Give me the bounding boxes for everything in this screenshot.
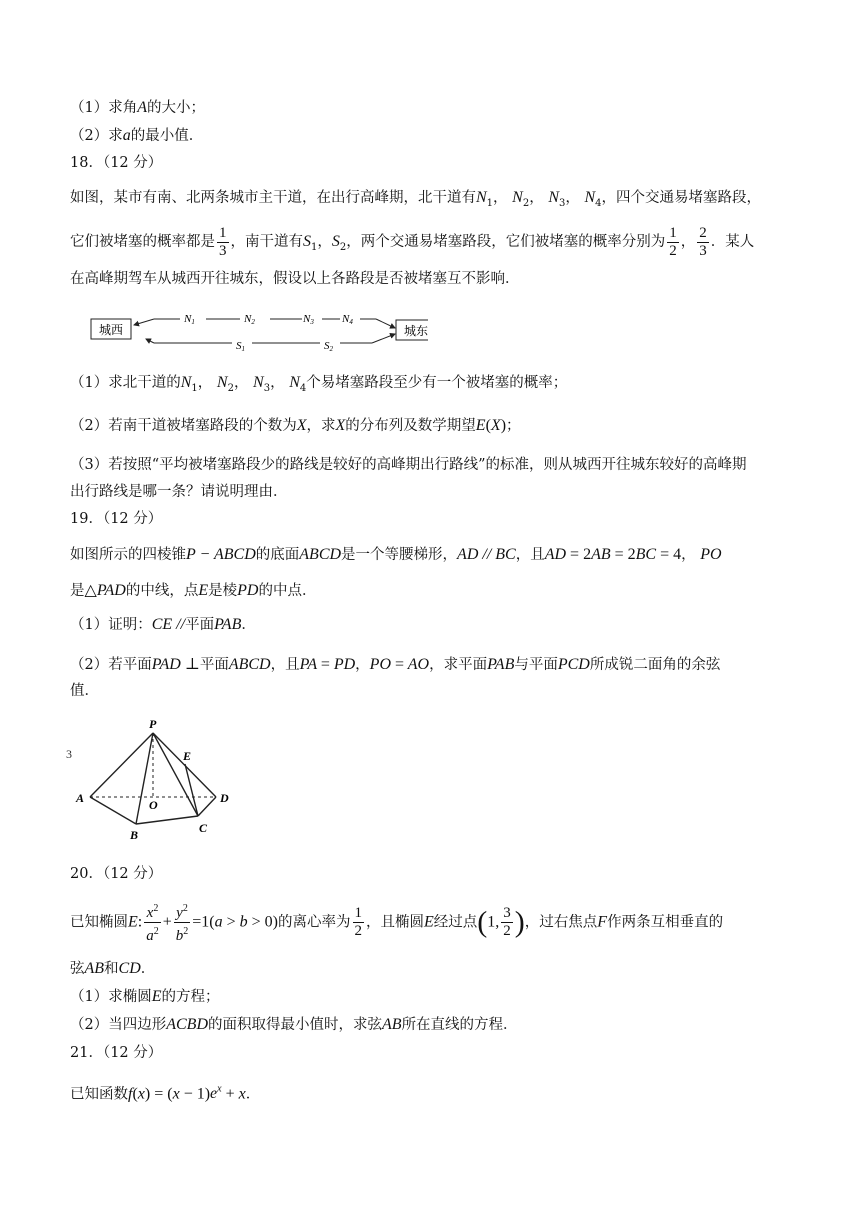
- label-d: D: [220, 791, 229, 805]
- q18-sub3-line2: 出行路线是哪一条？请说明理由．: [70, 484, 288, 500]
- q20-line1: 已知椭圆E: $\frac{x^2}{a^2}$ + $\frac{y^2}{b^2}$ =1(a > b > 0)的离心率为 $\frac{1}{2}$ ，且椭圆E经过点(1, $\frac{3}{2}$ )，过右焦点F作两条互相垂直的: [70, 900, 723, 945]
- q18-sub2: （2）若南干道被堵塞路段的个数为X，求X的分布列及数学期望E(X)；: [70, 417, 521, 434]
- q19-line1: 如图所示的四棱锥P − ABCD的底面ABCD是一个等腰梯形，AD // BC，且AD = 2AB = 2BC = 4， PO: [70, 546, 722, 563]
- q19-part1: （1）证明：CE //平面PAB．: [70, 616, 256, 633]
- q19-header: 19．（12 分）: [70, 511, 163, 527]
- q19-part2-line1: （2）若平面PAD ⊥平面ABCD，且PA = PD，PO = AO，求平面PAB与平面PCD所成锐二面角的余弦: [70, 656, 721, 673]
- q18-header: 18．（12 分）: [70, 155, 163, 171]
- q20-line2: 弦AB和CD．: [70, 960, 156, 977]
- q19-line2: 是△PAD的中线，点E是棱PD的中点．: [70, 582, 317, 599]
- label-a: A: [76, 791, 85, 805]
- label-p: P: [149, 717, 157, 731]
- west-label: 城西: [98, 323, 124, 337]
- q18-sub1: （1）求北干道的$N_1$， $N_2$， $N_3$， $N_4$个易堵塞路段至少有一个被堵塞的概率；: [70, 374, 568, 394]
- label-b: B: [130, 828, 139, 842]
- svg-text:3: 3: [66, 747, 72, 761]
- q20-part1: （1）求椭圆E的方程；: [70, 988, 220, 1005]
- q18-line1: 如图，某市有南、北两条城市主干道，在出行高峰期，北干道有$N_1$， $N_2$， $N_3$， $N_4$，四个交通易堵塞路段，: [70, 189, 762, 209]
- q17-part2: （2）求a的最小值．: [70, 127, 204, 144]
- label-c: C: [199, 821, 208, 835]
- north-n3: N3: [303, 313, 314, 326]
- east-label: 城东: [403, 324, 428, 338]
- q18-line3: 在高峰期驾车从城西开往城东，假设以上各路段是否被堵塞互不影响．: [70, 271, 520, 287]
- q21-header: 21．（12 分）: [70, 1045, 163, 1061]
- north-n1: N1: [184, 313, 195, 326]
- q18-sub3-line1: （3）若按照“平均被堵塞路段少的路线是较好的高峰期出行路线”的标准，则从城西开往城东较好的高峰期: [70, 457, 747, 473]
- south-s2: S2: [324, 340, 333, 353]
- north-n2: N2: [244, 313, 255, 326]
- q18-line2: 它们被堵塞的概率都是 $\frac{1}{3}$ ，南干道有$S_1$，$S_2$，两个交通易堵塞路段，它们被堵塞的概率分别为 $\frac{1}{2}$ ， $\frac{2}{3}$ ．某人: [70, 224, 755, 259]
- q18-route-diagram: [88, 305, 428, 353]
- q21-line1: 已知函数$f(x) = (x - 1)e^x + x$．: [70, 1084, 261, 1103]
- label-e: E: [183, 749, 192, 763]
- q19-pyramid-figure: [64, 716, 254, 846]
- q20-header: 20．（12 分）: [70, 866, 163, 882]
- label-o: O: [149, 798, 158, 812]
- q17-part1: （1）求角A的大小；: [70, 99, 206, 116]
- q20-part2: （2）当四边形ACBD的面积取得最小值时，求弦AB所在直线的方程．: [70, 1016, 518, 1033]
- q19-part2-line2: 值．: [70, 683, 99, 699]
- north-n4: N4: [342, 313, 353, 326]
- south-s1: S1: [236, 340, 245, 353]
